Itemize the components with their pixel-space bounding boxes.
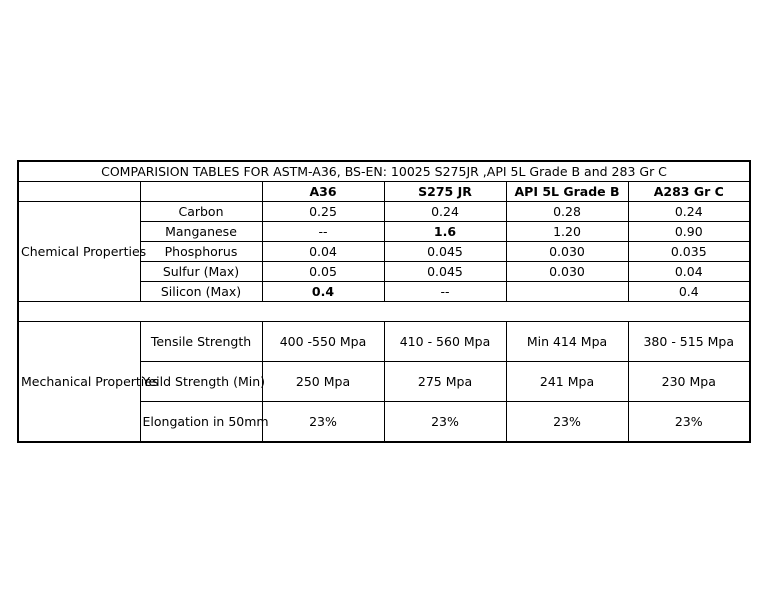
group-label-mechanical: Mechanical Properties: [18, 322, 140, 443]
value-cell: --: [384, 282, 506, 302]
value-cell: 0.030: [506, 262, 628, 282]
comparison-table: [17, 160, 751, 443]
value-cell: 0.24: [384, 202, 506, 222]
group-label-chemical: Chemical Properties: [18, 202, 140, 302]
value-cell: [506, 282, 628, 302]
property-name: Silicon (Max): [140, 282, 262, 302]
table-row: [18, 202, 750, 222]
column-header-a283-gr-c: A283 Gr C: [628, 182, 750, 202]
value-cell: 1.6: [384, 222, 506, 242]
property-name: Carbon: [140, 202, 262, 222]
value-cell: 0.4: [262, 282, 384, 302]
spacer-cell: [18, 302, 750, 322]
header-blank-cell: [18, 182, 140, 202]
header-row: [18, 182, 750, 202]
value-cell: 0.24: [628, 202, 750, 222]
value-cell: 0.045: [384, 262, 506, 282]
value-cell: 380 - 515 Mpa: [628, 322, 750, 362]
value-cell: 241 Mpa: [506, 362, 628, 402]
spacer-row: [18, 302, 750, 322]
table-row: [18, 322, 750, 362]
value-cell: 0.04: [262, 242, 384, 262]
value-cell: 410 - 560 Mpa: [384, 322, 506, 362]
column-header-api5l-grade-b: API 5L Grade B: [506, 182, 628, 202]
property-name: Yeild Strength (Min): [140, 362, 262, 402]
value-cell: Min 414 Mpa: [506, 322, 628, 362]
value-cell: 0.035: [628, 242, 750, 262]
value-cell: 275 Mpa: [384, 362, 506, 402]
value-cell: 23%: [262, 402, 384, 443]
property-name: Tensile Strength: [140, 322, 262, 362]
value-cell: 0.030: [506, 242, 628, 262]
value-cell: 250 Mpa: [262, 362, 384, 402]
title-row: [18, 161, 750, 182]
value-cell: 23%: [628, 402, 750, 443]
value-cell: 0.25: [262, 202, 384, 222]
value-cell: 0.05: [262, 262, 384, 282]
value-cell: 0.90: [628, 222, 750, 242]
property-name: Elongation in 50mm: [140, 402, 262, 443]
value-cell: 0.28: [506, 202, 628, 222]
column-header-a36: A36: [262, 182, 384, 202]
value-cell: 0.04: [628, 262, 750, 282]
value-cell: 230 Mpa: [628, 362, 750, 402]
value-cell: 1.20: [506, 222, 628, 242]
column-header-s275jr: S275 JR: [384, 182, 506, 202]
table-title: COMPARISION TABLES FOR ASTM-A36, BS-EN: 10025 S275JR ,API 5L Grade B and 283 Gr C: [18, 161, 750, 182]
value-cell: 23%: [506, 402, 628, 443]
value-cell: --: [262, 222, 384, 242]
header-blank-cell: [140, 182, 262, 202]
property-name: Phosphorus: [140, 242, 262, 262]
value-cell: 23%: [384, 402, 506, 443]
property-name: Sulfur (Max): [140, 262, 262, 282]
value-cell: 0.4: [628, 282, 750, 302]
value-cell: 0.045: [384, 242, 506, 262]
value-cell: 400 -550 Mpa: [262, 322, 384, 362]
property-name: Manganese: [140, 222, 262, 242]
